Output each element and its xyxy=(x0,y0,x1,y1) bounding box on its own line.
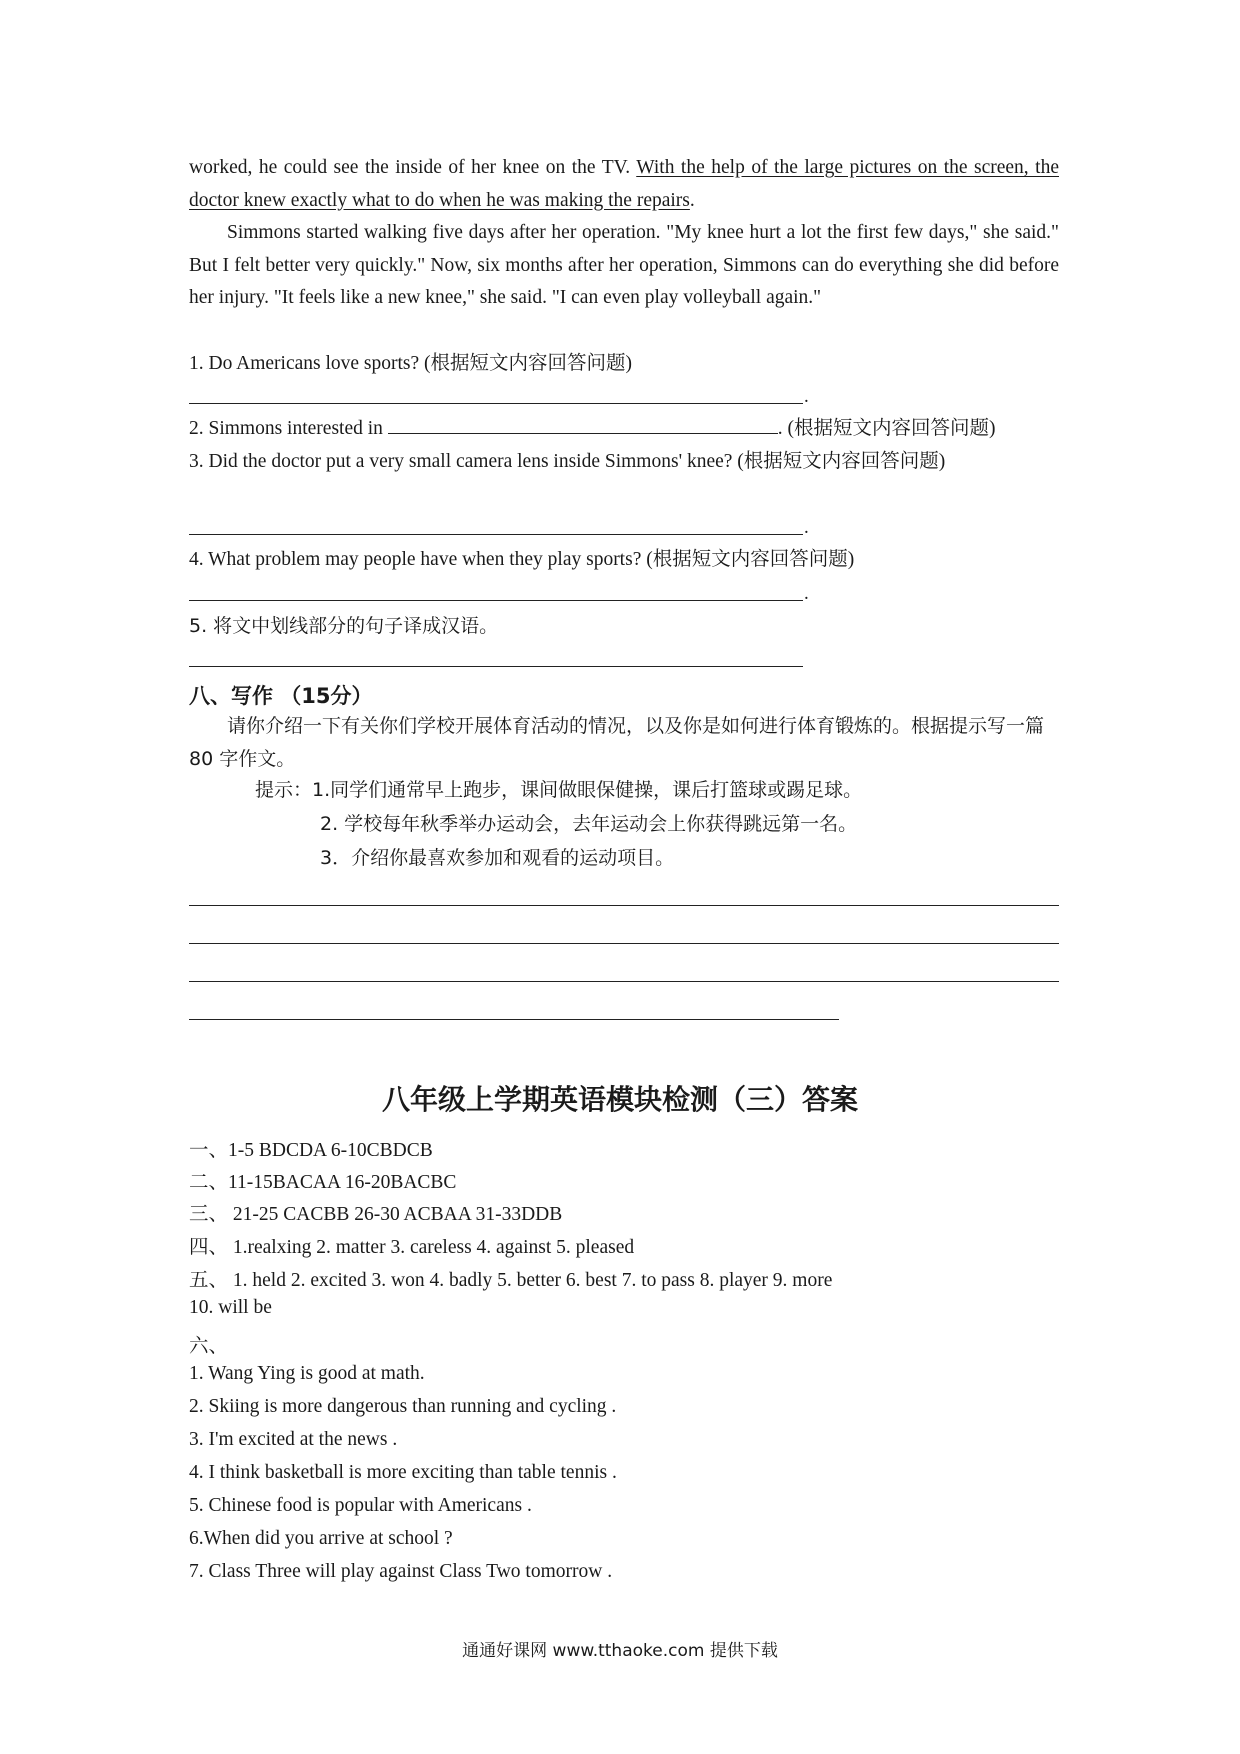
answer-6-item: 3. I'm excited at the news . xyxy=(189,1429,398,1450)
answers-title: 八年级上学期英语模块检测（三）答案 xyxy=(381,1083,858,1116)
writing-prompt-text: 请你介绍一下有关你们学校开展体育活动的情况，以及你是如何进行体育锻炼的。根据提示写一篇 80 字作文。 xyxy=(189,715,1045,770)
answer-section-5: 五、 1. held 2. excited 3. won 4. badly 5. better 6. best 7. to pass 8. player 9. more xyxy=(189,1270,833,1291)
answer-line-3-period: . xyxy=(804,517,809,538)
answer-section-2: 二、11-15BACAA 16-20BACBC xyxy=(189,1172,457,1193)
answer-6-item: 7. Class Three will play against Class Two tomorrow . xyxy=(189,1561,613,1582)
writing-hint-3: 3．介绍你最喜欢参加和观看的运动项目。 xyxy=(320,847,675,869)
writing-heading: 八、写作 （15分） xyxy=(189,684,373,708)
answer-6-item: 5. Chinese food is popular with Americans . xyxy=(189,1495,532,1516)
writing-hint-2: 2. 学校每年秋季举办运动会，去年运动会上你获得跳远第一名。 xyxy=(320,813,858,835)
writing-line-3[interactable] xyxy=(189,981,1059,982)
question-2-suffix: . (根据短文内容回答问题) xyxy=(777,418,996,439)
answer-6-item: 2. Skiing is more dangerous than running and cycling . xyxy=(189,1396,617,1417)
answer-6-item: 1. Wang Ying is good at math. xyxy=(189,1363,425,1384)
writing-line-4[interactable] xyxy=(189,1019,839,1020)
answer-section-5-cont: 10. will be xyxy=(189,1297,272,1318)
question-5: 5. 将文中划线部分的句子译成汉语。 xyxy=(189,615,499,637)
question-1: 1. Do Americans love sports? (根据短文内容回答问题) xyxy=(189,353,633,374)
answer-section-4: 四、 1.realxing 2. matter 3. careless 4. against 5. pleased xyxy=(189,1237,635,1258)
answer-section-6: 六、 xyxy=(189,1336,229,1357)
passage-paragraph-1 xyxy=(189,152,1059,217)
answer-line-1-period: . xyxy=(804,386,809,407)
answer-line-5[interactable] xyxy=(189,666,803,667)
answer-section-1: 一、1-5 BDCDA 6-10CBDCB xyxy=(189,1140,433,1161)
question-2-prefix: 2. Simmons interested in xyxy=(189,418,383,439)
question-2-blank[interactable] xyxy=(388,413,778,434)
answer-line-3[interactable] xyxy=(189,534,803,535)
answer-6-item: 6.When did you arrive at school ? xyxy=(189,1528,453,1549)
answer-6-item: 4. I think basketball is more exciting than table tennis . xyxy=(189,1462,617,1483)
answer-line-1[interactable] xyxy=(189,403,803,404)
reading-passage xyxy=(189,152,1059,315)
question-4: 4. What problem may people have when they play sports? (根据短文内容回答问题) xyxy=(189,549,855,570)
passage-paragraph-2: Simmons started walking five days after her operation. "My knee hurt a lot the first few days," she said." But I felt better very quickly." Now, six months after her operation, Simmons can do everything she did before her injury. "It feels like a new knee," she said. "I can even play volleyball again." xyxy=(189,222,1059,308)
answer-line-4[interactable] xyxy=(189,600,803,601)
writing-prompt xyxy=(189,710,1059,776)
underlined-sentence: With the help of the large pictures on the screen, the doctor knew exactly what to do when he was making the repairs xyxy=(189,157,1059,211)
writing-line-2[interactable] xyxy=(189,943,1059,944)
writing-hint-1: 提示：1.同学们通常早上跑步，课间做眼保健操，课后打篮球或踢足球。 xyxy=(255,779,863,801)
answer-line-4-period: . xyxy=(804,583,809,604)
question-3 xyxy=(189,446,1059,479)
question-3-text: 3. Did the doctor put a very small camera lens inside Simmons' knee? (根据短文内容回答问题) xyxy=(189,451,946,472)
writing-line-1[interactable] xyxy=(189,905,1059,906)
answer-section-3: 三、 21-25 CACBB 26-30 ACBAA 31-33DDB xyxy=(189,1204,563,1225)
passage-text: worked, he could see the inside of her knee on the TV. xyxy=(189,157,637,178)
footer: 通通好课网 www.tthaoke.com 提供下载 xyxy=(462,1641,778,1661)
passage-text-end: . xyxy=(689,189,695,211)
question-2 xyxy=(189,413,996,446)
